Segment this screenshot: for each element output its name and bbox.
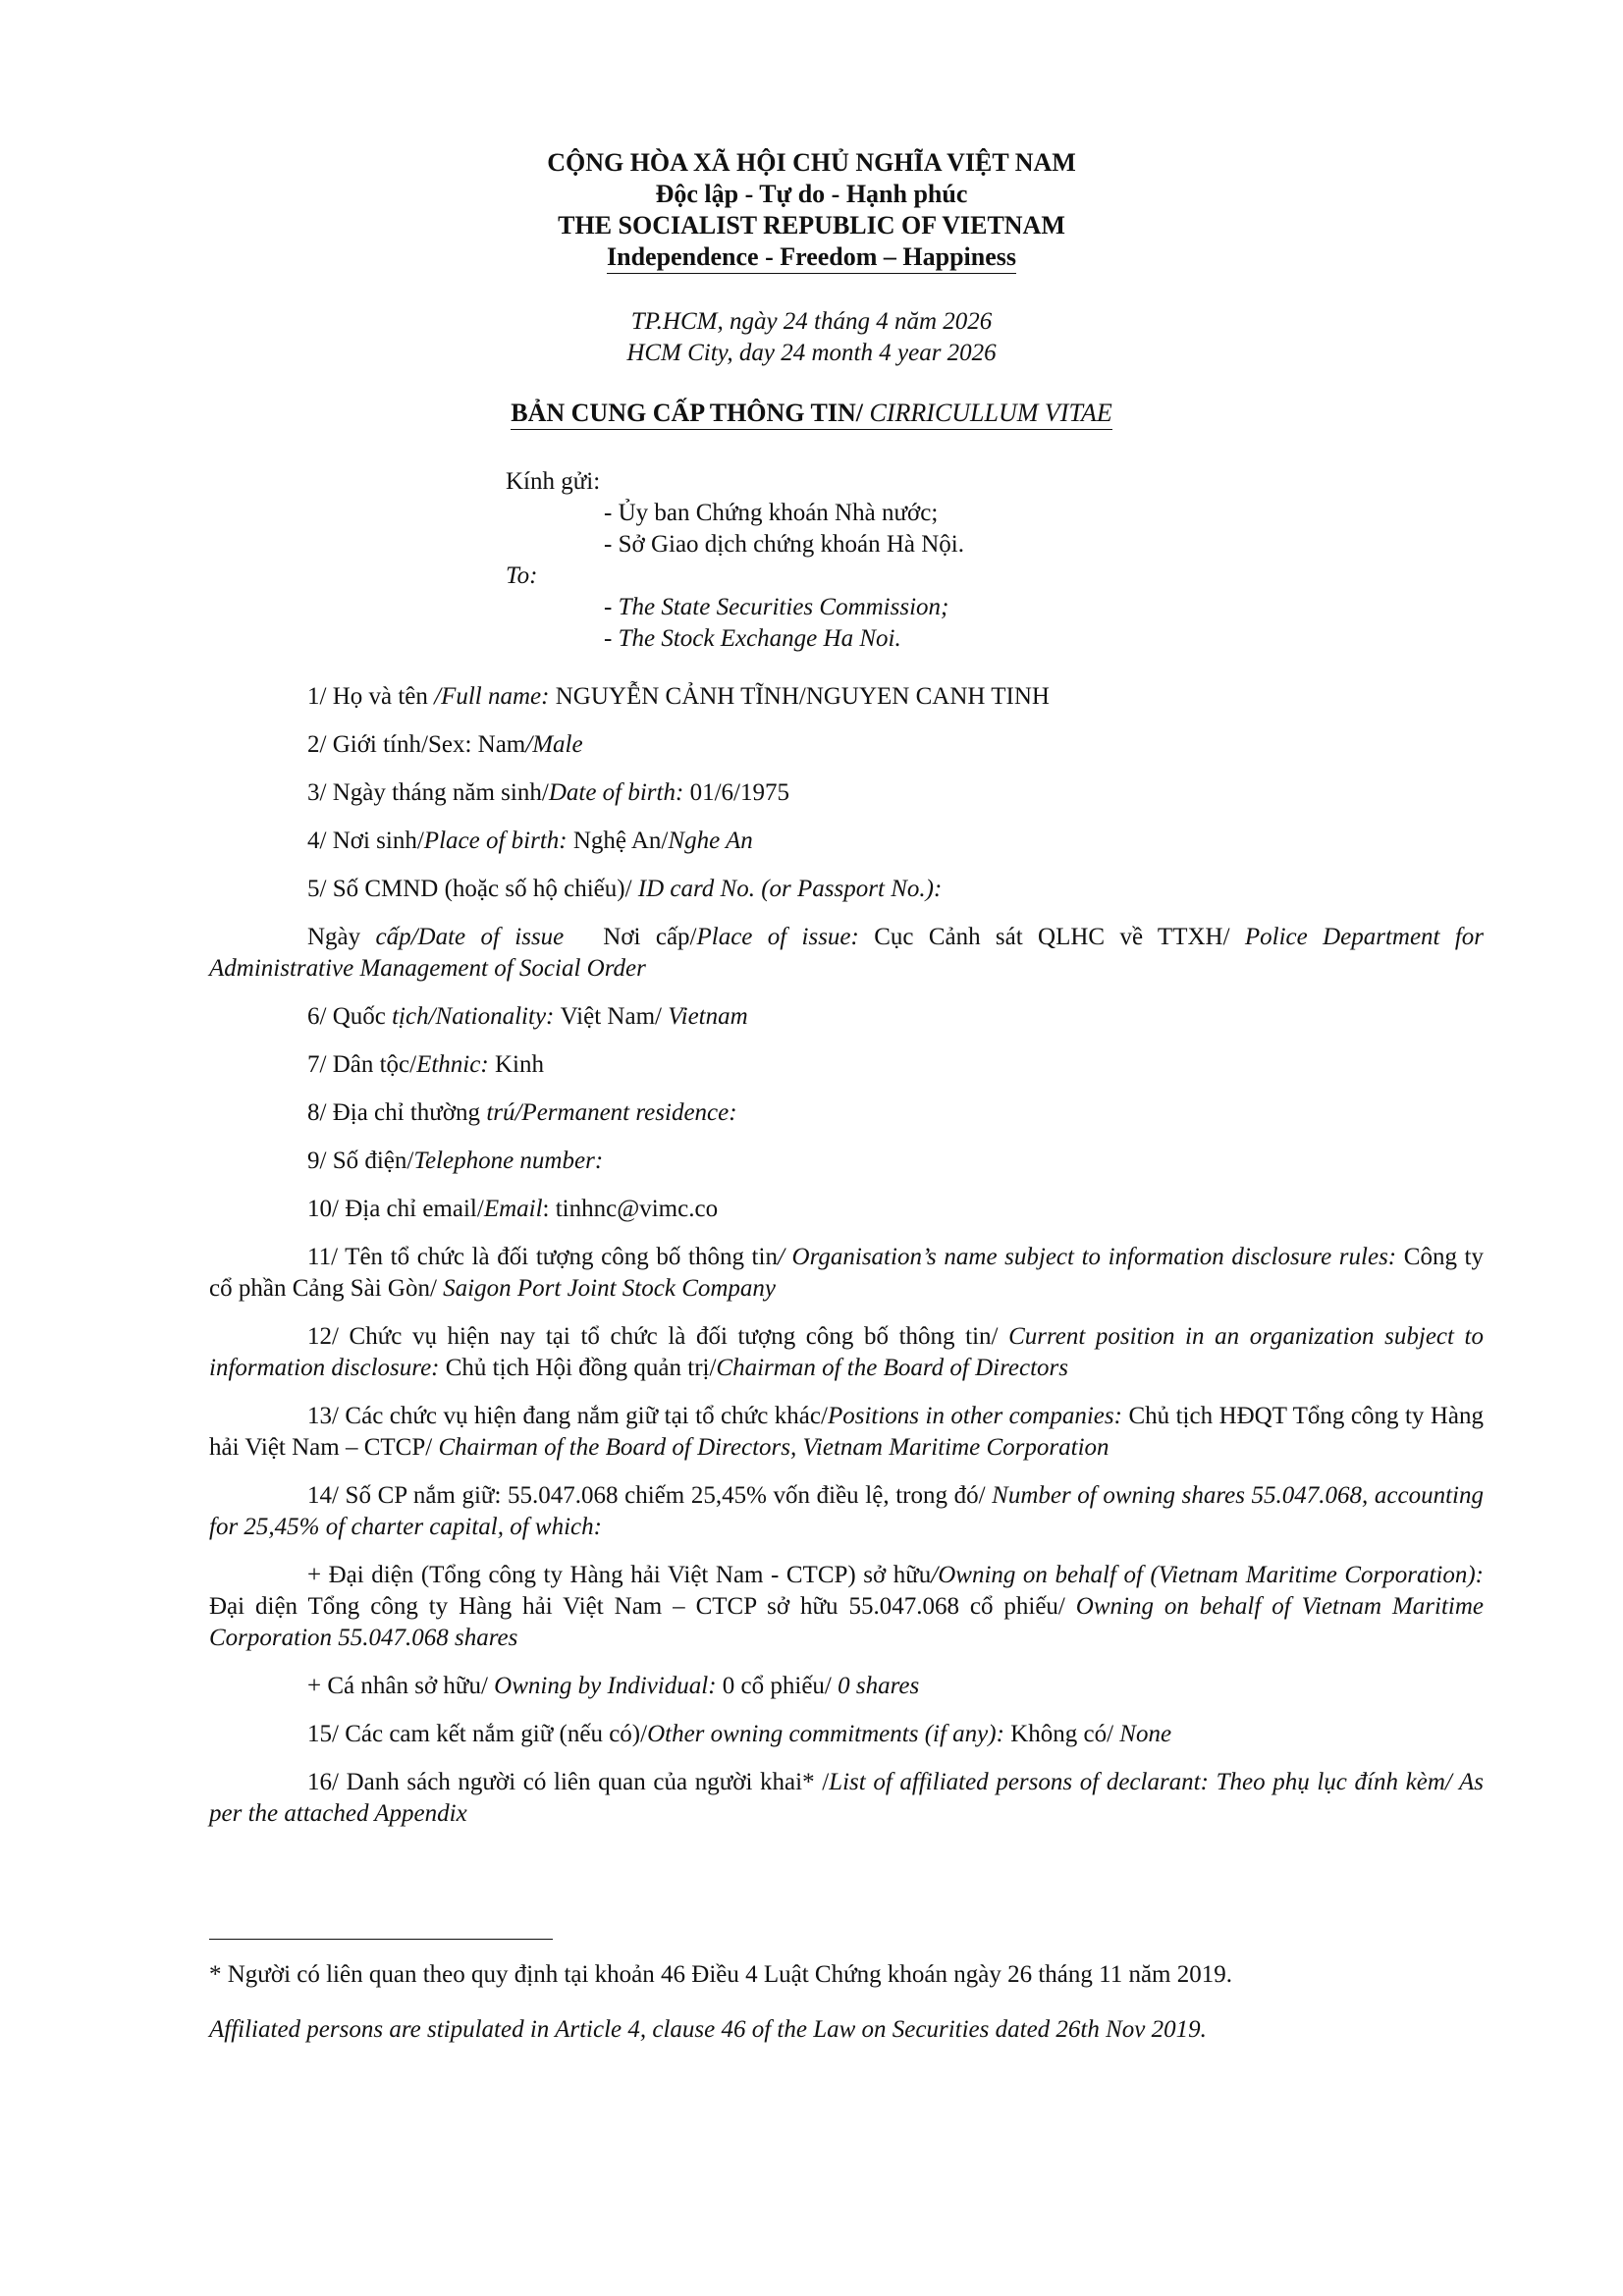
date-vi: TP.HCM, ngày 24 tháng 4 năm 2026: [630, 308, 993, 335]
recipient-en-1: [506, 592, 964, 623]
value-vi: Cục Cảnh sát QLHC về TTXH/: [874, 924, 1245, 950]
field-email: [209, 1194, 1484, 1225]
label-vi: + Đại diện (Tổng công ty Hàng hải Việt Nam - CTCP) sở hữu: [307, 1562, 932, 1588]
recipient-vi-2: - Sở Giao dịch chứng khoán Hà Nội.: [604, 531, 964, 558]
value-en: 0 shares: [838, 1673, 920, 1699]
recipients-label-vi: Kính gửi:: [506, 468, 601, 495]
value-en: None: [1119, 1721, 1172, 1747]
field-organisation: [209, 1242, 1484, 1305]
header-line-en: THE SOCIALIST REPUBLIC OF VIETNAM: [558, 211, 1065, 240]
value-en: Nghe An: [668, 828, 753, 854]
label-vi: 10/ Địa chỉ email/: [307, 1196, 484, 1222]
field-sex: [209, 729, 1484, 761]
label-en: cấp/Date of issue: [375, 924, 565, 950]
field-shares-individual: [209, 1671, 1484, 1702]
title-underline-wrap: [511, 399, 1112, 427]
label-en: Owning by Individual:: [494, 1673, 723, 1699]
label-en: Number of owning shares 55.047.068, accounting for 25,45% of charter capital, of which:: [209, 1482, 1485, 1540]
field-telephone: [209, 1146, 1484, 1177]
label-vi: 16/ Danh sách người có liên quan của người khai* /: [307, 1769, 830, 1795]
label-vi: + Cá nhân sở hữu/: [307, 1673, 495, 1699]
header-motto-en: [0, 241, 1623, 273]
field-date-of-birth: [209, 777, 1484, 809]
footnote-en: Affiliated persons are stipulated in Article 4, clause 46 of the Law on Securities dated 26th Nov 2019.: [209, 2016, 1207, 2043]
label-en: trú/Permanent residence:: [486, 1099, 737, 1126]
value-en: /Male: [525, 731, 583, 758]
value-en: Owning on behalf of Vietnam Maritime Corporation 55.047.068 shares: [209, 1593, 1485, 1651]
value: NGUYỄN CẢNH TĨNH/NGUYEN CANH TINH: [555, 683, 1050, 710]
label-en: ID card No. (or Passport No.):: [637, 876, 943, 902]
title-vi: BẢN CUNG CẤP THÔNG TIN/: [511, 399, 870, 427]
footnote-vi: * Người có liên quan theo quy định tại khoản 46 Điều 4 Luật Chứng khoán ngày 26 tháng 11 năm 2019.: [209, 1961, 1233, 1988]
label-vi: 14/ Số CP nắm giữ: 55.047.068 chiếm 25,45% vốn điều lệ, trong đó/: [307, 1482, 993, 1509]
header-line-vi: CỘNG HÒA XÃ HỘI CHỦ NGHĨA VIỆT NAM: [547, 148, 1076, 177]
label-vi: 9/ Số điện/: [307, 1148, 414, 1174]
value-vi: Không có/: [1010, 1721, 1120, 1747]
value-en: Chairman of the Board of Directors, Vietnam Maritime Corporation: [438, 1434, 1109, 1461]
field-place-of-birth: [209, 826, 1484, 857]
value-vi: Đại diện Tổng công ty Hàng hải Việt Nam – CTCP sở hữu 55.047.068 cổ phiếu/: [209, 1593, 1076, 1620]
label-en: /Owning on behalf of (Vietnam Maritime Corporation):: [931, 1562, 1484, 1588]
label-en: Date of birth:: [548, 779, 690, 806]
header-motto-vi: Độc lập - Tự do - Hạnh phúc: [655, 180, 968, 208]
label-vi: 3/ Ngày tháng năm sinh/: [307, 779, 549, 806]
value-en: Saigon Port Joint Stock Company: [443, 1275, 777, 1302]
document-title: [0, 398, 1623, 429]
recipients-label-en-text: To:: [506, 562, 538, 589]
label-vi: 7/ Dân tộc/: [307, 1051, 417, 1078]
label-vi: 12/ Chức vụ hiện nay tại tổ chức là đối tượng công bố thông tin/: [307, 1323, 1009, 1350]
national-header: [0, 147, 1623, 273]
field-shares-owned: [209, 1480, 1484, 1543]
label-vi: 13/ Các chức vụ hiện đang nắm giữ tại tổ chức khác/: [307, 1403, 828, 1429]
value-vi: Công ty cổ phần Cảng Sài Gòn/: [209, 1244, 1485, 1302]
declaration-body: [209, 681, 1484, 1846]
recipient-vi-1: - Ủy ban Chứng khoán Nhà nước;: [604, 500, 939, 526]
value-vi: Việt Nam/: [560, 1003, 669, 1030]
label-en: /Full name:: [434, 683, 556, 710]
label-en: List of affiliated persons of declarant: Theo phụ lục đính kèm/ As per the attached Appendix: [209, 1769, 1484, 1827]
label-en: Email: [483, 1196, 543, 1222]
label-vi: 1/ Họ và tên: [307, 683, 435, 710]
label-en: Current position in an organization subject to information disclosure:: [209, 1323, 1485, 1381]
label-vi: 4/ Nơi sinh/: [307, 828, 424, 854]
field-full-name: [209, 681, 1484, 713]
label-vi: 2/ Giới tính/Sex: Nam: [307, 731, 526, 758]
field-other-positions: [209, 1401, 1484, 1464]
value-vi: Nghệ An/: [572, 828, 669, 854]
recipients-label-en: [506, 561, 964, 592]
value-en: Vietnam: [668, 1003, 748, 1030]
field-id-card: [209, 874, 1484, 905]
field-shares-on-behalf: [209, 1560, 1484, 1654]
recipient-en-2: [506, 623, 964, 655]
footnote-separator: [209, 1939, 553, 1940]
field-ethnic: [209, 1049, 1484, 1081]
label-vi: 15/ Các cam kết nắm giữ (nếu có)/: [307, 1721, 648, 1747]
label-vi: Nơi cấp/: [603, 924, 697, 950]
title-en: CIRRICULLUM VITAE: [869, 399, 1112, 427]
value-en: Police Department for Administrative Management of Social Order: [209, 924, 1485, 982]
label-en: Positions in other companies:: [827, 1403, 1129, 1429]
label-vi: 6/ Quốc: [307, 1003, 393, 1030]
label-en: / Organisation’s name subject to information disclosure rules:: [777, 1244, 1404, 1270]
label-vi: 5/ Số CMND (hoặc số hộ chiếu)/: [307, 876, 638, 902]
label-en: Other owning commitments (if any):: [647, 1721, 1011, 1747]
header-motto-en-text: Independence - Freedom – Happiness: [607, 242, 1016, 271]
value: : tinhnc@vimc.co: [542, 1196, 719, 1222]
value-vi: Chủ tịch HĐQT Tổng công ty Hàng hải Việt Nam – CTCP/: [209, 1403, 1485, 1461]
value: 01/6/1975: [689, 779, 789, 806]
label-en: Place of issue:: [696, 924, 875, 950]
field-nationality: [209, 1001, 1484, 1033]
label-en: tịch/Nationality:: [392, 1003, 561, 1030]
field-issue-info: [209, 922, 1484, 985]
recipients: [506, 466, 964, 655]
label-vi: 11/ Tên tổ chức là đối tượng công bố thông tin: [307, 1244, 778, 1270]
date-block: [0, 306, 1623, 369]
label-vi: Ngày: [307, 924, 376, 950]
label-en: Place of birth:: [423, 828, 573, 854]
value: Kinh: [494, 1051, 544, 1078]
field-owning-commitments: [209, 1719, 1484, 1750]
value-vi: Chủ tịch Hội đồng quản trị/: [445, 1355, 717, 1381]
recipient-en-2-text: - The Stock Exchange Ha Noi.: [604, 625, 901, 652]
recipient-en-1-text: - The State Securities Commission;: [604, 594, 949, 620]
value-en: Chairman of the Board of Directors: [716, 1355, 1068, 1381]
label-en: Ethnic:: [416, 1051, 495, 1078]
value-vi: 0 cổ phiếu/: [722, 1673, 839, 1699]
label-en: Telephone number:: [413, 1148, 604, 1174]
field-current-position: [209, 1321, 1484, 1384]
label-vi: 8/ Địa chỉ thường: [307, 1099, 487, 1126]
date-en: HCM City, day 24 month 4 year 2026: [626, 340, 997, 366]
field-affiliated-persons: [209, 1767, 1484, 1830]
field-permanent-residence: [209, 1097, 1484, 1129]
